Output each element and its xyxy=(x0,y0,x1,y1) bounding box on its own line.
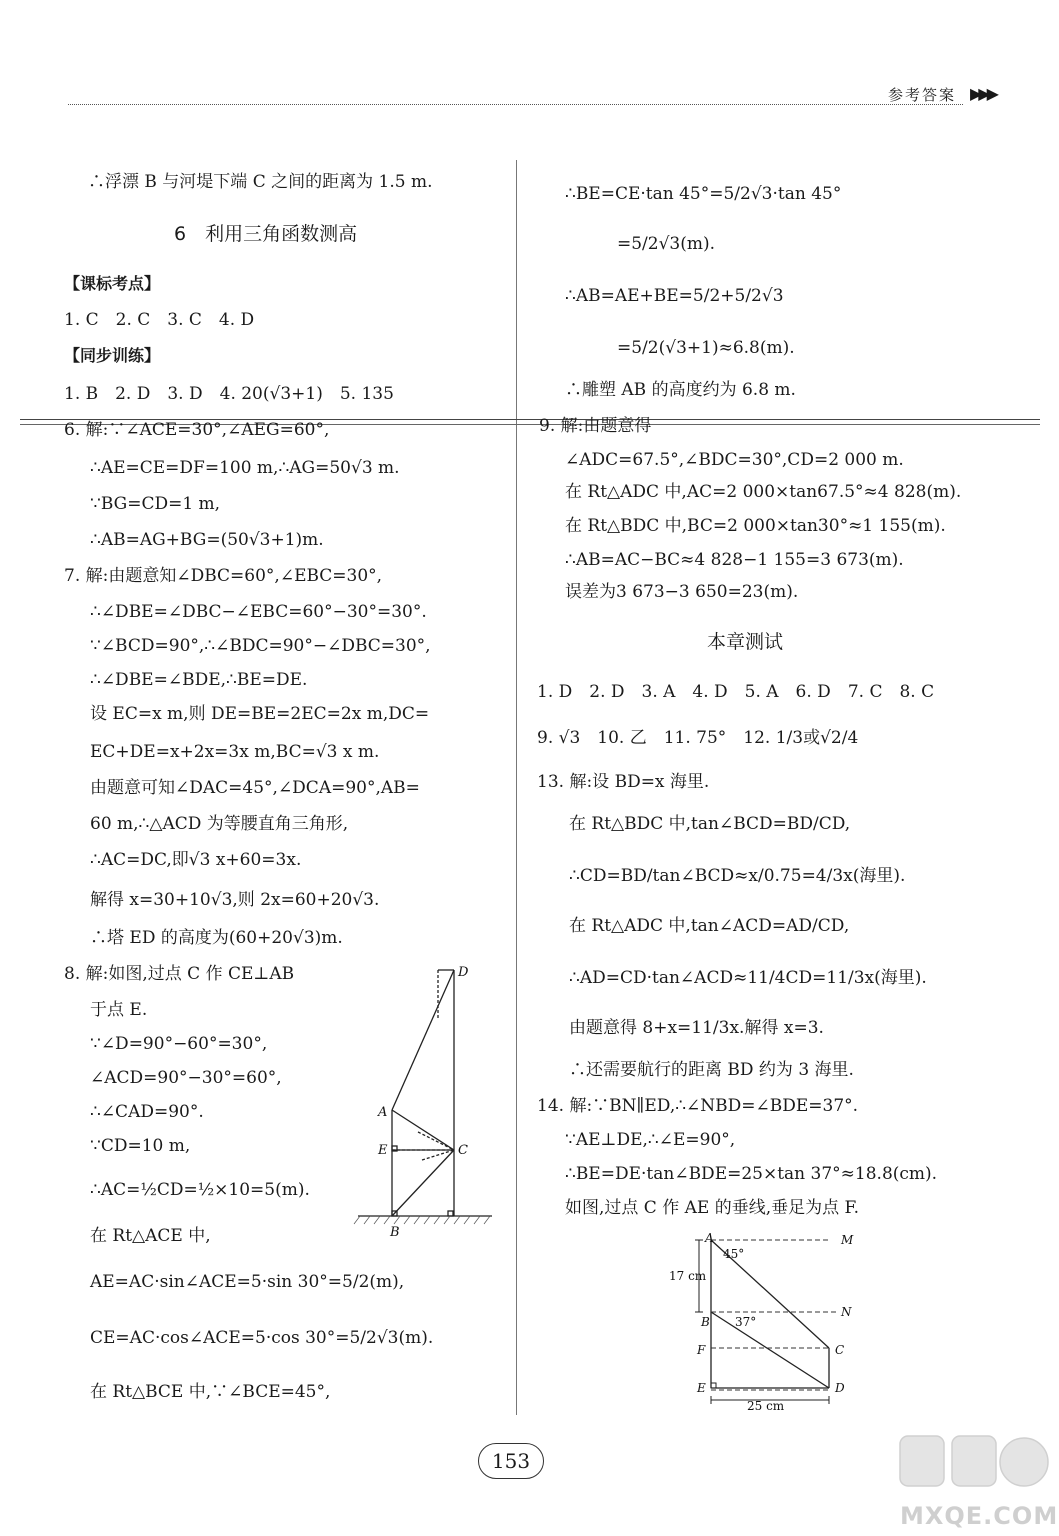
section-label: 【课标考点】 xyxy=(64,274,161,293)
answer-line: ∠ADC=67.5°,∠BDC=30°,CD=2 000 m. xyxy=(565,450,904,470)
answer-line: 7. 解:由题意知∠DBC=60°,∠EBC=30°, xyxy=(64,566,383,586)
q14-figure xyxy=(665,1232,865,1412)
answer-line: ∴AB=AC−BC≈4 828−1 155=3 673(m). xyxy=(565,550,904,570)
answer-line: 8. 解:如图,过点 C 作 CE⊥AB xyxy=(64,964,295,984)
answer-line: ∴AD=CD·tan∠ACD≈11/4CD=11/3x(海里). xyxy=(569,968,927,988)
header-arrow-icon: ▶▶▶ xyxy=(970,84,995,103)
answer-line: 在 Rt△BCE 中,∵∠BCE=45°, xyxy=(90,1382,331,1402)
answer-line: ∴AC=DC,即√3 x+60=3x. xyxy=(90,850,302,870)
answer-line: ∵CD=10 m, xyxy=(90,1136,191,1156)
width-25cm: 25 cm xyxy=(747,1399,785,1412)
answer-line: 13. 解:设 BD=x 海里. xyxy=(537,772,710,792)
answer-line: 在 Rt△BDC 中,BC=2 000×tan30°≈1 155(m). xyxy=(565,516,946,536)
header-rule xyxy=(68,104,963,105)
answer-line: 误差为3 673−3 650=23(m). xyxy=(565,582,799,602)
answer-line: ∴AB=AE+BE=5/2+5/2√3 xyxy=(565,286,784,306)
label-F: F xyxy=(697,1343,706,1357)
answer-line: 由题意得 8+x=11/3x.解得 x=3. xyxy=(569,1018,824,1038)
angle-45: 45° xyxy=(723,1247,745,1261)
label-B: B xyxy=(390,1225,400,1240)
column-divider xyxy=(516,160,517,1415)
answer-line: ∴∠DBE=∠DBC−∠EBC=60°−30°=30°. xyxy=(90,602,427,622)
answer-line: ∴塔 ED 的高度为(60+20√3)m. xyxy=(90,928,343,948)
answer-line: 14. 解:∵BN∥ED,∴∠NBD=∠BDE=37°. xyxy=(537,1096,859,1116)
answer-line: EC+DE=x+2x=3x m,BC=√3 x m. xyxy=(90,742,380,762)
answer-line: ∴∠DBE=∠BDE,∴BE=DE. xyxy=(90,670,308,690)
section-label: 【同步训练】 xyxy=(64,346,161,365)
answer-line: 1. C 2. C 3. C 4. D xyxy=(64,310,255,330)
answer-line: =5/2(√3+1)≈6.8(m). xyxy=(617,338,795,358)
answer-line: ∴雕塑 AB 的高度约为 6.8 m. xyxy=(565,380,796,400)
answer-line: 1. D 2. D 3. A 4. D 5. A 6. D 7. C 8. C xyxy=(537,682,935,702)
answer-line: ∵BG=CD=1 m, xyxy=(90,494,221,514)
answer-line: ∴AB=AG+BG=(50√3+1)m. xyxy=(90,530,324,550)
answer-line: AE=AC·sin∠ACE=5·sin 30°=5/2(m), xyxy=(90,1272,405,1292)
height-17cm: 17 cm xyxy=(669,1269,707,1283)
label-A: A xyxy=(378,1105,388,1120)
answer-line: =5/2√3(m). xyxy=(617,234,716,254)
answer-line: 如图,过点 C 作 AE 的垂线,垂足为点 F. xyxy=(565,1198,860,1218)
label-N: N xyxy=(841,1305,852,1319)
label-E: E xyxy=(697,1381,706,1395)
answer-line: 1. B 2. D 3. D 4. 20(√3+1) 5. 135 xyxy=(64,384,394,404)
answer-line: ∴AE=CE=DF=100 m,∴AG=50√3 m. xyxy=(90,458,400,478)
answer-line: 在 Rt△ADC 中,tan∠ACD=AD/CD, xyxy=(569,916,850,936)
watermark-text: MXQE.COM xyxy=(900,1502,1059,1530)
answer-line: 由题意可知∠DAC=45°,∠DCA=90°,AB= xyxy=(90,778,420,798)
label-B: B xyxy=(701,1315,710,1329)
q8-figure xyxy=(352,960,498,1242)
answer-line: 在 Rt△BDC 中,tan∠BCD=BD/CD, xyxy=(569,814,851,834)
answer-line: 9. 解:由题意得 xyxy=(539,416,652,436)
answer-line: 在 Rt△ACE 中, xyxy=(90,1226,211,1246)
header-label: 参考答案 xyxy=(888,86,957,104)
answer-line: 9. √3 10. 乙 11. 75° 12. 1/3或√2/4 xyxy=(537,728,859,748)
label-D: D xyxy=(835,1381,845,1395)
answer-line: 解得 x=30+10√3,则 2x=60+20√3. xyxy=(90,890,380,910)
label-M: M xyxy=(841,1233,854,1247)
answer-line: ∴浮漂 B 与河堤下端 C 之间的距离为 1.5 m. xyxy=(88,172,433,192)
answer-line: 60 m,∴△ACD 为等腰直角三角形, xyxy=(90,814,349,834)
answer-line: 设 EC=x m,则 DE=BE=2EC=2x m,DC= xyxy=(90,704,430,724)
answer-line: 于点 E. xyxy=(90,1000,148,1020)
answer-line: ∵AE⊥DE,∴∠E=90°, xyxy=(565,1130,736,1150)
answer-line: CE=AC·cos∠ACE=5·cos 30°=5/2√3(m). xyxy=(90,1328,434,1348)
answer-line: ∵∠D=90°−60°=30°, xyxy=(90,1034,268,1054)
answer-line: ∴AC=½CD=½×10=5(m). xyxy=(90,1180,310,1200)
answer-line: ∴BE=CE·tan 45°=5/2√3·tan 45° xyxy=(565,184,842,204)
answer-line: 在 Rt△ADC 中,AC=2 000×tan67.5°≈4 828(m). xyxy=(565,482,962,502)
answer-line: ∠ACD=90°−30°=60°, xyxy=(90,1068,282,1088)
answer-line: ∴∠CAD=90°. xyxy=(90,1102,204,1122)
label-D: D xyxy=(458,965,469,980)
label-E: E xyxy=(378,1143,388,1158)
answer-line: ∵∠BCD=90°,∴∠BDC=90°−∠DBC=30°, xyxy=(90,636,431,656)
label-C: C xyxy=(458,1143,468,1158)
angle-37: 37° xyxy=(735,1315,757,1329)
section-title: 6 利用三角函数测高 xyxy=(174,223,358,245)
answer-line: ∴BE=DE·tan∠BDE=25×tan 37°≈18.8(cm). xyxy=(565,1164,938,1184)
answer-line: ∴还需要航行的距离 BD 约为 3 海里. xyxy=(569,1060,854,1080)
chapter-title: 本章测试 xyxy=(707,631,784,653)
answer-line: 6. 解:∵∠ACE=30°,∠AEG=60°, xyxy=(64,420,330,440)
answer-line: ∴CD=BD/tan∠BCD≈x/0.75=4/3x(海里). xyxy=(569,866,906,886)
page-number: 153 xyxy=(478,1443,544,1479)
label-C: C xyxy=(835,1343,845,1357)
label-A: A xyxy=(705,1232,714,1245)
